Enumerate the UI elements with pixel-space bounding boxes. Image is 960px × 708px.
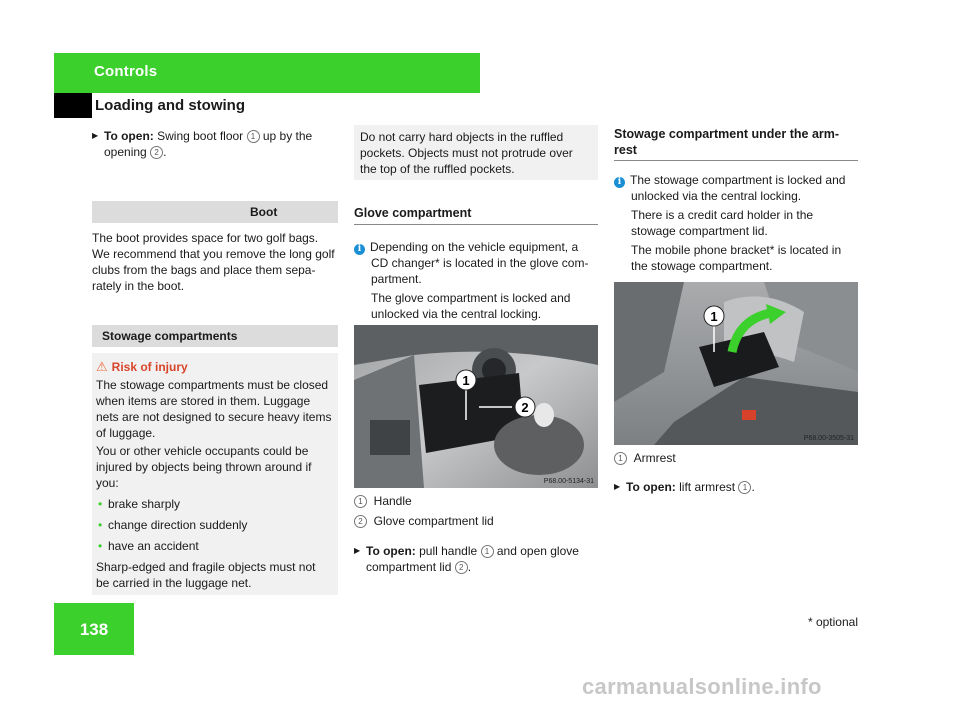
callout-number: 2 — [354, 515, 367, 528]
step-text: . — [163, 145, 167, 159]
step-text: . — [467, 560, 472, 574]
note-box — [354, 125, 598, 180]
photo-callout-1: 1 — [710, 309, 718, 324]
armrest-info2: There is a credit card holder in the stowage compartment lid. — [631, 208, 814, 238]
info-icon: i — [614, 177, 625, 188]
stowage-heading: Stowage compartments — [92, 325, 338, 347]
page-number: 138 — [79, 620, 109, 639]
armrest-legend — [614, 450, 858, 495]
warning-box — [92, 353, 338, 595]
legend-label: Armrest — [633, 451, 676, 465]
column-2 — [354, 125, 598, 322]
info-text: Depending on the vehicle equipment, a CD changer* is located in the glove com-partment. — [370, 240, 589, 286]
glove-open-step — [354, 543, 598, 575]
info-text: The stowage compartment is locked and unlocked via the central locking. — [630, 173, 846, 203]
bullet-item: • have an accident — [96, 538, 332, 554]
step-label: To open: — [626, 480, 676, 494]
step-text: lift armrest — [679, 480, 736, 494]
callout-number: 1 — [614, 452, 627, 465]
boot-text: The boot provides space for two golf bags. We recommend that you remove the long golf clubs from the bags and place them sepa-rately in the boot. — [92, 231, 335, 293]
step-text: up by the opening — [104, 129, 313, 159]
column-1 — [92, 128, 338, 595]
armrest-open-step — [614, 479, 858, 495]
note-text: Do not carry hard objects in the ruffled pockets. Objects must not protrude over the top of the ruffled pockets. — [360, 130, 573, 176]
section-title: Loading and stowing — [95, 97, 245, 114]
step-label: To open: — [104, 129, 154, 143]
callout-number: 1 — [354, 495, 367, 508]
warning-text: Sharp-edged and fragile objects must not be carried in the luggage net. — [96, 560, 316, 590]
armrest-info1 — [614, 172, 858, 204]
glove-legend — [354, 493, 598, 575]
info-icon: i — [354, 244, 365, 255]
glove-compartment-photo — [354, 325, 598, 488]
step-text: pull handle — [419, 544, 478, 558]
armrest-photo — [614, 282, 858, 445]
bullet-item: • change direction suddenly — [96, 517, 332, 533]
legend-label: Handle — [373, 494, 412, 508]
armrest-info3: The mobile phone bracket* is located in the stowage compartment. — [631, 243, 842, 273]
photo-callout-2: 2 — [521, 400, 529, 415]
callout-number: 2 — [455, 561, 468, 574]
warning-text: The stowage compartments must be closed when items are stored in them. Luggage nets are not designed to secure heavy items of luggage. — [96, 378, 332, 440]
glove-heading: Glove compartment — [354, 205, 598, 225]
section-marker — [54, 93, 92, 118]
step-text: and open glove compartment lid — [366, 544, 579, 574]
warning-icon: ⚠ — [96, 359, 108, 374]
legend-item — [354, 493, 598, 509]
glove-info2: The glove compartment is locked and unlocked via the central locking. — [371, 291, 571, 321]
callout-number: 1 — [738, 481, 751, 494]
step-text: . — [751, 480, 755, 494]
warning-title-row — [96, 359, 332, 375]
boot-heading: Boot — [92, 201, 338, 223]
warning-text: You or other vehicle occupants could be injured by objects being thrown around if you: — [96, 444, 312, 490]
column-3 — [614, 126, 858, 274]
watermark: carmanualsonline.info — [582, 674, 822, 699]
warning-title: Risk of injury — [111, 360, 188, 374]
glove-info1 — [354, 239, 598, 287]
photo-code: P68.00-3505-31 — [803, 435, 854, 442]
bullet-item: • brake sharply — [96, 496, 332, 512]
callout-number: 2 — [150, 146, 163, 159]
step-label: To open: — [366, 544, 416, 558]
legend-label: Glove compartment lid — [373, 514, 494, 528]
photo-code: P68.00-5134-31 — [543, 478, 594, 485]
callout-number: 1 — [481, 545, 494, 558]
legend-item — [354, 513, 598, 529]
legend-item — [614, 450, 858, 466]
photo-callout-1: 1 — [462, 373, 470, 388]
footnote: * optional — [807, 615, 858, 629]
chapter-title: Controls — [94, 63, 158, 80]
callout-number: 1 — [247, 130, 260, 143]
armrest-heading: Stowage compartment under the arm-rest — [614, 126, 858, 161]
open-step — [92, 128, 338, 160]
step-text: Swing boot floor — [157, 129, 244, 143]
